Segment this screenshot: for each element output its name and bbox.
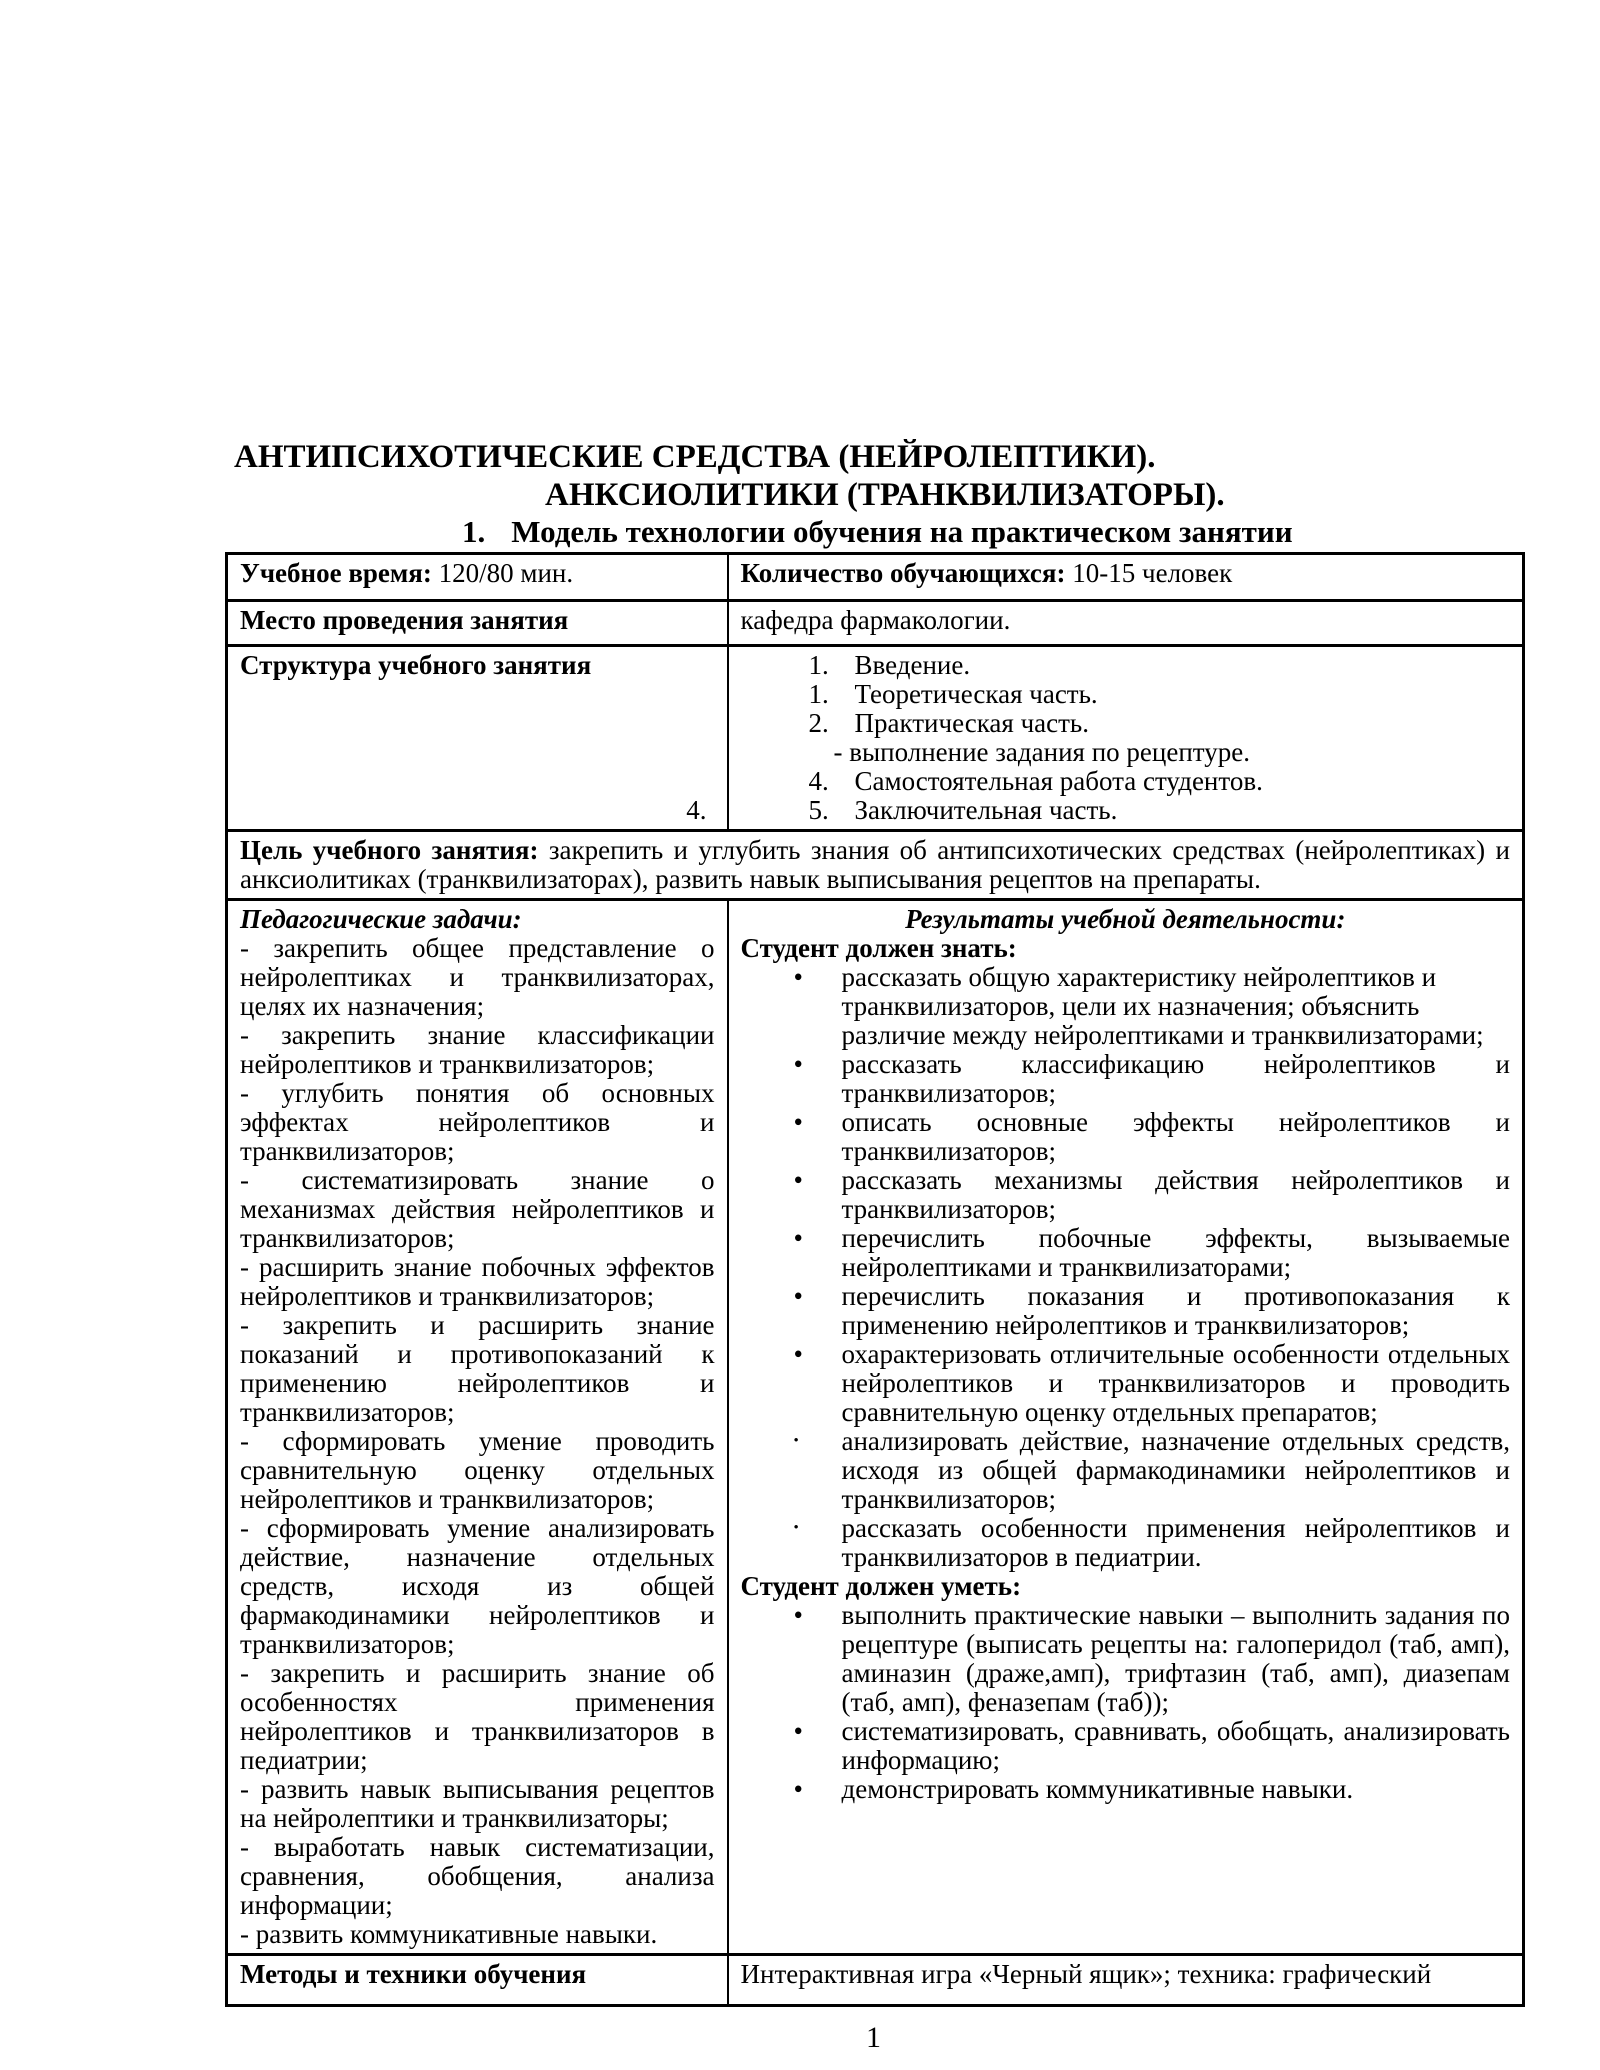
- study-time-label: Учебное время:: [240, 558, 432, 588]
- pedagogical-tasks-list: [240, 934, 715, 1949]
- cell-study-time: [227, 554, 728, 601]
- structure-list-item: [809, 651, 1511, 680]
- cell-learning-results: [728, 900, 1524, 1955]
- student-know-title: Студент должен знать:: [740, 933, 1017, 963]
- bullet-item-text: перечислить показания и противопоказания к применению нейролептиков и транквилизаторов;: [841, 1281, 1510, 1340]
- structure-item-text: - выполнение задания по рецептуре.: [833, 737, 1250, 767]
- location-value: кафедра фармакологии.: [740, 605, 1011, 635]
- bullet-item-text: рассказать механизмы действия нейролептиков и транквилизаторов;: [841, 1165, 1510, 1224]
- bullet-icon: •: [793, 1223, 803, 1253]
- bullet-item-text: анализировать действие, назначение отдельных средств, исходя из общей фармакодинамики нейролептиков и транквилизаторов;: [841, 1426, 1510, 1514]
- structure-item-number: 2.: [808, 708, 829, 738]
- bullet-item-text: систематизировать, сравнивать, обобщать, анализировать информацию;: [841, 1716, 1510, 1775]
- cell-student-count: [728, 554, 1524, 601]
- table-row-location: [227, 601, 1524, 646]
- pedagogical-task-item: - закрепить общее представление о нейролептиках и транквилизаторах, целях их назначения;: [240, 933, 715, 1021]
- bullet-list-item: [741, 963, 1511, 1050]
- bullet-item-text: демонстрировать коммуникативные навыки.: [841, 1774, 1354, 1804]
- structure-item-number: 4.: [808, 766, 829, 796]
- table-row-goal: [227, 831, 1524, 900]
- bullet-icon: •: [793, 1049, 803, 1079]
- section-heading: [462, 514, 1522, 550]
- bullet-icon: •: [793, 1774, 803, 1804]
- location-label: Место проведения занятия: [240, 605, 569, 635]
- pedagogical-task-item: - углубить понятия об основных эффектах нейролептиков и транквилизаторов;: [240, 1078, 715, 1166]
- bullet-item-text: охарактеризовать отличительные особенности отдельных нейролептиков и транквилизаторов и проводить сравнительную оценку отдельных препаратов;: [841, 1339, 1510, 1427]
- bullet-icon: •: [793, 1281, 803, 1311]
- bullet-icon: •: [793, 1520, 799, 1536]
- student-count-value: 10-15 человек: [1072, 558, 1233, 588]
- pedagogical-task-item: - расширить знание побочных эффектов нейролептиков и транквилизаторов;: [240, 1252, 715, 1311]
- cell-structure-list: [728, 646, 1524, 831]
- cell-goal: [227, 831, 1524, 900]
- structure-list-item: [809, 709, 1511, 738]
- structure-list-item: [809, 680, 1511, 709]
- structure-item-number: 1.: [808, 650, 829, 680]
- cell-location-label: [227, 601, 728, 646]
- pedagogical-task-item: - закрепить знание классификации нейролептиков и транквилизаторов;: [240, 1020, 715, 1079]
- bullet-item-text: рассказать общую характеристику нейролептиков и транквилизаторов, цели их назначения; объяснить различие между нейролептиками и транквилизаторами;: [841, 962, 1484, 1050]
- bullet-list-item: [741, 1108, 1511, 1166]
- cell-location-value: [728, 601, 1524, 646]
- cell-pedagogical-tasks: [227, 900, 728, 1955]
- structure-list: [809, 651, 1511, 825]
- pedagogical-task-item: - сформировать умение анализировать действие, назначение отдельных средств, исходя из общей фармакодинамики нейролептиков и транквилизаторов;: [240, 1513, 715, 1659]
- bullet-list-item: [741, 1050, 1511, 1108]
- bullet-list-item: [741, 1775, 1511, 1804]
- table-row-structure: [227, 646, 1524, 831]
- student-count-label: Количество обучающихся:: [740, 558, 1066, 588]
- bullet-list-item: [741, 1340, 1511, 1427]
- cell-structure-label: [227, 646, 728, 831]
- table-row-tasks-results: [227, 900, 1524, 1955]
- pedagogical-task-item: - закрепить и расширить знание показаний и противопоказаний к применению нейролептиков и транквилизаторов;: [240, 1310, 715, 1427]
- page-number: 1: [866, 2021, 881, 2054]
- lesson-model-table: [225, 552, 1525, 2007]
- cell-methods-value: [728, 1955, 1524, 2006]
- goal-text: закрепить и углубить знания об антипсихотических средствах (нейролептиках) и анксиолитиках (транквилизаторах), развить навык выписывания рецептов на препараты.: [240, 835, 1511, 894]
- structure-item-text: Введение.: [854, 650, 971, 680]
- table-row-study-time: [227, 554, 1524, 601]
- structure-left-footer-number: 4.: [686, 795, 707, 825]
- pedagogical-task-item: - развить навык выписывания рецептов на нейролептики и транквилизаторы;: [240, 1774, 715, 1833]
- learning-results-title: Результаты учебной деятельности:: [905, 904, 1346, 934]
- bullet-icon: •: [793, 1339, 803, 1369]
- structure-item-number: 5.: [808, 795, 829, 825]
- table-row-methods: [227, 1955, 1524, 2006]
- structure-item-text: Самостоятельная работа студентов.: [854, 766, 1263, 796]
- bullet-item-text: выполнить практические навыки – выполнить задания по рецептуре (выписать рецепты на: галоперидол (таб, амп), аминазин (драже,амп), трифтазин (таб, амп), диазепам (таб, амп), феназепам (таб));: [841, 1600, 1510, 1717]
- bullet-list-item: [741, 1224, 1511, 1282]
- bullet-list-item: [741, 1717, 1511, 1775]
- structure-item-number: 1.: [808, 679, 829, 709]
- section-heading-number: 1.: [462, 514, 486, 549]
- goal-label: Цель учебного занятия:: [240, 835, 539, 865]
- bullet-item-text: описать основные эффекты нейролептиков и транквилизаторов;: [841, 1107, 1510, 1166]
- structure-list-item: [809, 767, 1511, 796]
- bullet-icon: •: [793, 1433, 799, 1449]
- structure-list-item: [809, 796, 1511, 825]
- pedagogical-task-item: - выработать навык систематизации, сравнения, обобщения, анализа информации;: [240, 1832, 715, 1920]
- pedagogical-task-item: - сформировать умение проводить сравнительную оценку отдельных нейролептиков и транквилизаторов;: [240, 1426, 715, 1514]
- pedagogical-tasks-title: Педагогические задачи:: [240, 904, 522, 934]
- document-title-line-1: АНТИПСИХОТИЧЕСКИЕ СРЕДСТВА (НЕЙРОЛЕПТИКИ).: [234, 439, 1156, 475]
- methods-value: Интерактивная игра «Черный ящик»; техника: графический: [740, 1959, 1432, 1989]
- bullet-list-item: [741, 1166, 1511, 1224]
- bullet-item-text: рассказать особенности применения нейролептиков и транквилизаторов в педиатрии.: [841, 1513, 1510, 1572]
- bullet-list-item: [741, 1601, 1511, 1717]
- bullet-icon: •: [793, 962, 803, 992]
- study-time-value: 120/80 мин.: [438, 558, 574, 588]
- bullet-list-item: [741, 1514, 1511, 1572]
- bullet-item-text: перечислить побочные эффекты, вызываемые нейролептиками и транквилизаторами;: [841, 1223, 1510, 1282]
- bullet-icon: •: [793, 1107, 803, 1137]
- structure-item-text: Заключительная часть.: [854, 795, 1118, 825]
- methods-label: Методы и техники обучения: [240, 1959, 587, 1989]
- pedagogical-task-item: - систематизировать знание о механизмах действия нейролептиков и транквилизаторов;: [240, 1165, 715, 1253]
- bullet-list-item: [741, 1427, 1511, 1514]
- structure-list-item: [809, 738, 1511, 767]
- pedagogical-tasks-inner: [240, 905, 715, 1949]
- structure-spacer: [240, 680, 715, 796]
- structure-item-text: Теоретическая часть.: [854, 679, 1098, 709]
- cell-methods-label: [227, 1955, 728, 2006]
- structure-left-inner: [240, 651, 715, 825]
- section-heading-text: Модель технологии обучения на практическом занятии: [511, 514, 1293, 549]
- pedagogical-task-item: - закрепить и расширить знание об особенностях применения нейролептиков и транквилизаторов в педиатрии;: [240, 1658, 715, 1775]
- pedagogical-task-item: - развить коммуникативные навыки.: [240, 1919, 658, 1949]
- document-title-line-2: АНКСИОЛИТИКИ (ТРАНКВИЛИЗАТОРЫ).: [545, 477, 1225, 513]
- structure-item-text: Практическая часть.: [854, 708, 1089, 738]
- bullet-icon: •: [793, 1716, 803, 1746]
- document-content: [225, 438, 1522, 2055]
- student-can-title: Студент должен уметь:: [740, 1571, 1022, 1601]
- student-can-list: [741, 1601, 1511, 1804]
- bullet-list-item: [741, 1282, 1511, 1340]
- bullet-icon: •: [793, 1600, 803, 1630]
- bullet-icon: •: [793, 1165, 803, 1195]
- student-know-list: [741, 963, 1511, 1572]
- structure-label: Структура учебного занятия: [240, 650, 592, 680]
- bullet-item-text: рассказать классификацию нейролептиков и транквилизаторов;: [841, 1049, 1510, 1108]
